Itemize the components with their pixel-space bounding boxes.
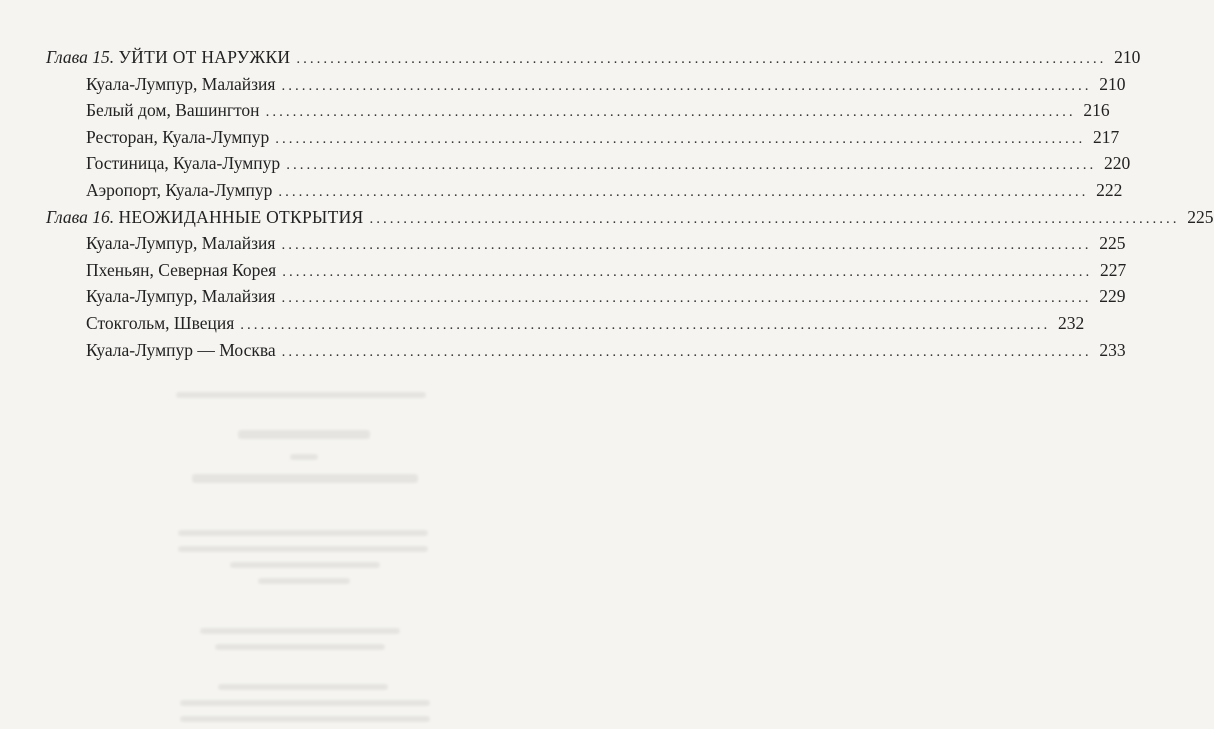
- dot-leader: ........................................................................................................................: [278, 183, 1089, 200]
- toc-entry: [46, 257, 1127, 284]
- entry-title: Белый дом, Вашингтон: [86, 100, 260, 121]
- dot-leader: ........................................................................................................................: [265, 104, 1076, 121]
- entry-title: Аэропорт, Куала-Лумпур: [86, 179, 273, 200]
- toc-entry: [46, 310, 1085, 337]
- toc-entry: [46, 124, 1120, 151]
- bleed-line: [192, 474, 418, 483]
- page-number: 227: [1100, 259, 1127, 280]
- bleed-line: [180, 716, 430, 722]
- page-number: 220: [1103, 153, 1131, 174]
- bleed-line: [180, 700, 430, 706]
- dot-leader: ........................................................................................................................: [240, 316, 1051, 333]
- dot-leader: ........................................................................................................................: [275, 130, 1086, 147]
- page-number: 229: [1099, 286, 1126, 307]
- page-number: 216: [1083, 100, 1110, 121]
- page-number: 210: [1099, 73, 1126, 94]
- entry-title: Ресторан, Куала-Лумпур: [86, 126, 270, 147]
- bleed-line: [200, 628, 400, 634]
- bleed-line: [215, 644, 385, 650]
- bleed-line: [290, 454, 318, 460]
- page-number: 233: [1099, 339, 1126, 360]
- table-of-contents: [46, 44, 1214, 363]
- bleed-line: [258, 578, 350, 584]
- page-number: 232: [1058, 312, 1085, 333]
- entry-title: Пхеньян, Северная Корея: [86, 259, 277, 280]
- bleed-line: [230, 562, 380, 568]
- page-number: 210: [1114, 47, 1141, 67]
- chapter-title: УЙТИ ОТ НАРУЖКИ: [118, 47, 291, 67]
- entry-title: Стокгольм, Швеция: [86, 312, 235, 333]
- chapter-number: Глава 16.: [46, 206, 115, 227]
- dot-leader: ........................................................................................................................: [281, 343, 1092, 360]
- dot-leader: ........................................................................................................................: [286, 157, 1097, 174]
- entry-title: Куала-Лумпур, Малайзия: [86, 73, 276, 94]
- toc-label: [46, 44, 296, 71]
- bleed-line: [218, 684, 388, 690]
- toc-chapter-15: [46, 44, 1141, 71]
- page-number: 225: [1099, 233, 1126, 254]
- dot-leader: ........................................................................................................................: [369, 210, 1180, 227]
- chapter-number: Глава 15.: [46, 47, 115, 67]
- page-number: 217: [1093, 126, 1120, 147]
- bleed-line: [178, 530, 428, 536]
- bleed-line: [238, 430, 370, 439]
- toc-entry: [46, 71, 1126, 98]
- dot-leader: ........................................................................................................................: [281, 237, 1092, 254]
- dot-leader: ........................................................................................................................: [281, 290, 1092, 307]
- entry-title: Куала-Лумпур, Малайзия: [86, 286, 276, 307]
- toc-entry: [46, 337, 1126, 364]
- toc-entry: [46, 230, 1126, 257]
- entry-title: Куала-Лумпур — Москва: [86, 339, 276, 360]
- page-number: 222: [1096, 179, 1123, 200]
- toc-label: [46, 204, 370, 231]
- toc-entry: [46, 150, 1131, 177]
- toc-entry: [46, 177, 1123, 204]
- dot-leader: ........................................................................................................................: [281, 77, 1092, 94]
- bleed-line: [176, 392, 426, 398]
- entry-title: Гостиница, Куала-Лумпур: [86, 153, 281, 174]
- dot-leader: ........................................................................................................................: [282, 263, 1093, 280]
- toc-chapter-16: [46, 204, 1214, 231]
- toc-entry: [46, 97, 1110, 124]
- bleed-line: [178, 546, 428, 552]
- page-number: 225: [1187, 206, 1214, 227]
- chapter-title: НЕОЖИДАННЫЕ ОТКРЫТИЯ: [118, 206, 364, 227]
- entry-title: Куала-Лумпур, Малайзия: [86, 233, 276, 254]
- toc-entry: [46, 283, 1126, 310]
- show-through-text: [0, 380, 608, 729]
- dot-leader: ........................................................................................................................: [296, 51, 1107, 67]
